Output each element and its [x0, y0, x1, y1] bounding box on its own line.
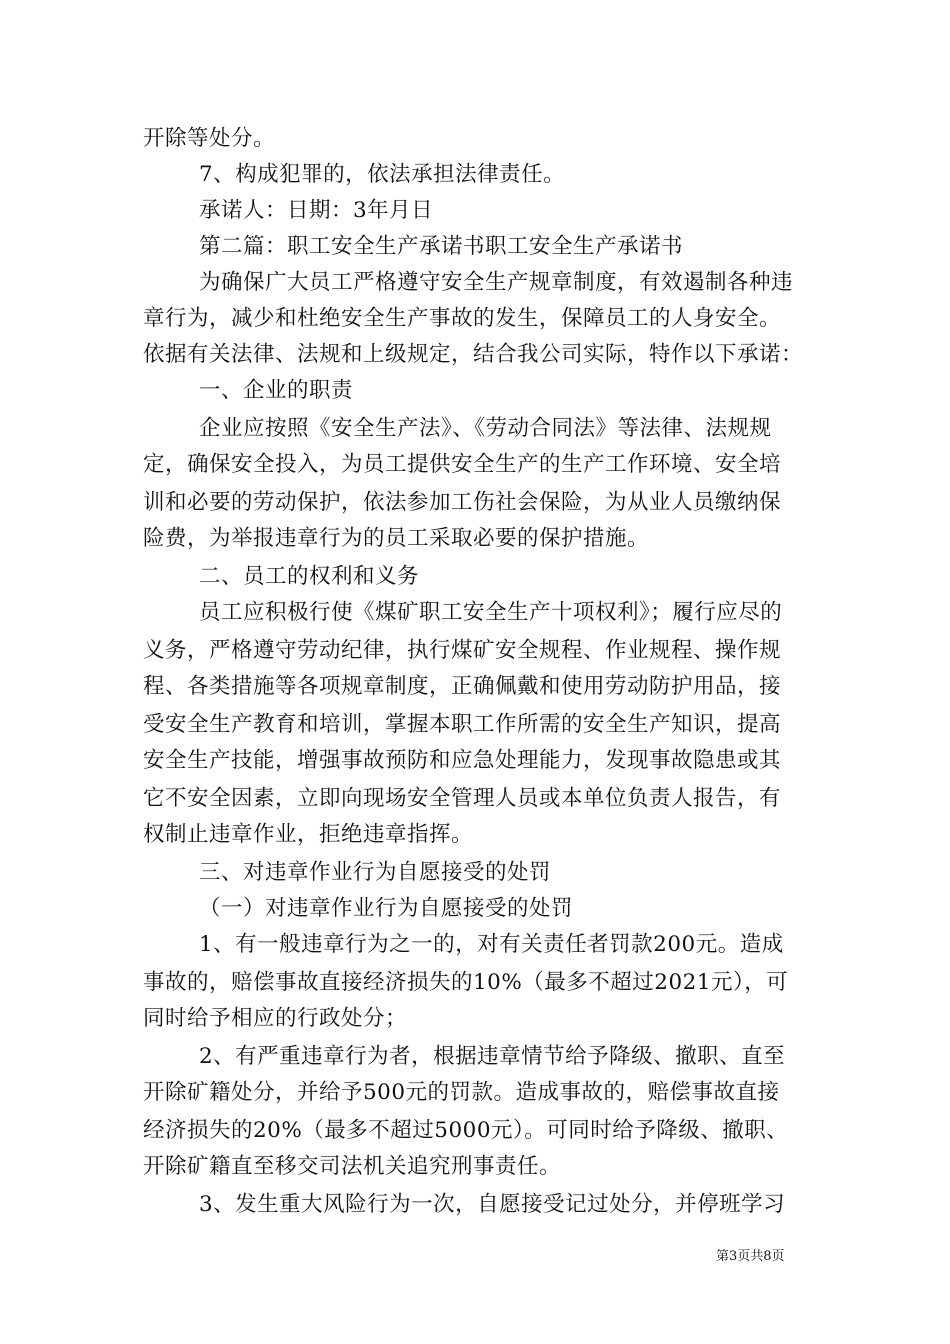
text-line: 开除矿籍直至移交司法机关追究刑事责任。	[143, 1154, 562, 1179]
text-line: 企业应按照《安全生产法》、《劳动合同法》等法律、法规规	[199, 416, 772, 441]
text-line: 义务，严格遵守劳动纪律，执行煤矿安全规程、作业规程、操作规	[143, 638, 782, 663]
text-line: 程、各类措施等各项规章制度，正确佩戴和使用劳动防护用品，接	[143, 674, 782, 699]
text-line: 安全生产技能，增强事故预防和应急处理能力，发现事故隐患或其	[143, 748, 782, 773]
text-line: 章行为，减少和杜绝安全生产事故的发生，保障员工的人身安全。	[143, 306, 782, 331]
section-heading: 三、对违章作业行为自愿接受的处罚	[199, 860, 552, 885]
text-line: 2、有严重违章行为者，根据违章情节给予降级、撤职、直至	[199, 1044, 786, 1069]
text-line: 3、发生重大风险行为一次，自愿接受记过处分，并停班学习	[199, 1192, 786, 1217]
text-line: 7、构成犯罪的，依法承担法律责任。	[199, 162, 566, 187]
text-line: 训和必要的劳动保护，依法参加工伤社会保险，为从业人员缴纳保	[143, 490, 782, 515]
text-line: 员工应积极行使《煤矿职工安全生产十项权利》；履行应尽的	[199, 600, 783, 625]
section-heading: 二、员工的权利和义务	[199, 564, 420, 589]
sub-heading: （一）对违章作业行为自愿接受的处罚	[199, 896, 574, 921]
page-number: 第3页共8页	[716, 1249, 785, 1264]
text-line: 同时给予相应的行政处分；	[143, 1006, 408, 1031]
text-line: 它不安全因素，立即向现场安全管理人员或本单位负责人报告，有	[143, 786, 782, 811]
text-line: 受安全生产教育和培训，掌握本职工作所需的安全生产知识，提高	[143, 712, 782, 737]
text-line: 开除等处分。	[143, 126, 276, 151]
text-line: 为确保广大员工严格遵守安全生产规章制度，有效遏制各种违	[199, 270, 794, 295]
text-line: 承诺人：日期：3年月日	[199, 198, 434, 223]
text-line: 定，确保安全投入，为员工提供安全生产的生产工作环境、安全培	[143, 452, 782, 477]
text-line: 权制止违章作业，拒绝违章指挥。	[143, 822, 474, 847]
text-line: 事故的，赔偿事故直接经济损失的10%（最多不超过2021元），可	[143, 970, 789, 995]
text-line: 险费，为举报违章行为的员工采取必要的保护措施。	[143, 526, 650, 551]
section-heading: 一、企业的职责	[199, 378, 354, 403]
text-line: 经济损失的20%（最多不超过5000元）。可同时给予降级、撤职、	[143, 1118, 789, 1143]
section-heading: 第二篇：职工安全生产承诺书职工安全生产承诺书	[199, 234, 684, 259]
text-line: 开除矿籍处分，并给予500元的罚款。造成事故的，赔偿事故直接	[143, 1080, 780, 1105]
text-line: 1、有一般违章行为之一的，对有关责任者罚款200元。造成	[199, 932, 784, 957]
text-line: 依据有关法律、法规和上级规定，结合我公司实际，特作以下承诺：	[143, 342, 804, 367]
